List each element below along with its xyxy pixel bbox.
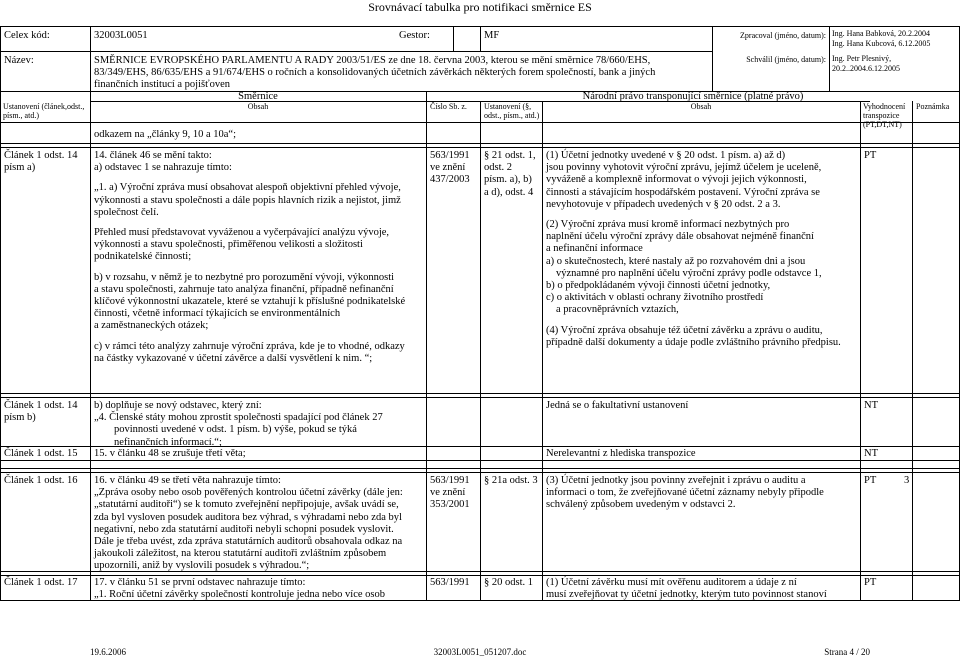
row-1-obsah: 14. článek 46 se mění takto: a) odstavec 1 se nahrazuje tímto: „1. a) Výroční zpráva musí obsahovat alespoň objektivní přehled vývoje, výkonnosti a stavu společnosti a dále popis hlavních rizik a nejistot, jimž společnost čelí. Přehled musí představovat vyváženou a vyčerpávající analýzu vývoje, výkonnosti a stavu společnosti, přiměřenou velikosti a složitosti podnikatelské činnosti; b) v rozsahu, v němž je to nezbytné pro porozumění vývoji, výkonnosti a stavu společnosti, zahrnuje tato analýza finanční, případně nefinanční klíčové výkonnostní ukazatele, které se vztahují k příslušné podnikatelské činnosti, včetně informací týkajících se environmentálních a zaměstnaneckých otázek; c) v rámci této analýzy zahrnuje výroční zpráva, kde je to vhodné, odkazy na částky vykazované v účetní závěrce a další vysvětlení k nim. “;	[94, 150, 406, 364]
zpracoval-value: Ing. Hana Kubcová, 6.12.2005	[832, 39, 931, 48]
nazev-label: Název:	[4, 55, 34, 66]
row-5-vyhodnoceni: PT	[864, 577, 877, 588]
nazev-line: 83/349/EHS, 86/635/EHS a 91/674/EHS o ročních a konsolidovaných účetních závěrkách některých forem společností, bank a jiných	[94, 67, 656, 78]
footer-page: Strana 4 / 20	[824, 647, 870, 657]
col-header-ustanoveni: písm., atd.)	[3, 111, 39, 120]
col-header-ustanoveni-n: Ustanovení (§,	[484, 102, 532, 111]
row-1-cislo: 563/1991 ve znění 437/2003	[430, 150, 470, 186]
zpracoval-label: Zpracoval (jméno, datum):	[740, 31, 826, 40]
row-1-ustanoveni: Článek 1 odst. 14 písm a)	[4, 150, 78, 174]
celex-label: Celex kód:	[4, 30, 50, 41]
grid-line	[480, 101, 481, 600]
col-header-ustanoveni: Ustanovení (článek,odst.,	[3, 102, 85, 111]
row-5-cislo: 563/1991	[430, 577, 470, 588]
schvalil-value: 20.2..2004.6.12.2005	[832, 64, 900, 73]
schvalil-label: Schválil (jméno, datum):	[746, 55, 826, 64]
col-header-obsah: Obsah	[247, 102, 269, 111]
row-1-obsah-n: (1) Účetní jednotky uvedené v § 20 odst. 1 písm. a) až d) jsou povinny vyhotovit výroční zprávu, jejímž účelem je uceleně, vyváženě a komplexně informovat o vývoji jejich výkonnosti, činnosti a stávajícím hospodářském postavení. Výroční zpráva se nevyhotovuje v případech uvedených v § 20 odst. 2 a 3. (2) Výroční zpráva musí kromě informací nezbytných pro naplnění účelu výroční zprávy dále obsahovat nejméně finanční a nefinanční informace a) o skutečnostech, které nastaly až po rozvahovém dni a jsou významné pro naplnění účelu výroční zprávy podle odstavce 1, b) o předpokládaném vývoji činnosti účetní jednotky, c) o aktivitách v oblasti ochrany životního prostředí a pracovněprávních vztazích, (4) Výroční zpráva obsahuje též účetní závěrku a zprávu o auditu, případně další dokumenty a údaje podle zvláštního právního předpisu.	[546, 150, 841, 348]
row-4-ustanoveni: Článek 1 odst. 16	[4, 475, 78, 486]
col-header-obsah-n: Obsah	[690, 102, 712, 111]
gestor-label: Gestor:	[399, 30, 430, 41]
footer-file: 32003L0051_051207.doc	[433, 647, 527, 657]
grid-line	[912, 101, 913, 600]
row-4-ustanoveni-n: § 21a odst. 3	[484, 475, 538, 486]
row-4-vyhodnoceni: PT	[864, 475, 877, 486]
col-header-poznamka: Poznámka	[916, 102, 950, 111]
row-5-obsah: 17. v článku 51 se první odstavec nahrazuje tímto: „1. Roční účetní závěrky společností kontroluje jedna nebo více osob	[94, 577, 386, 601]
zpracoval-value: Ing. Hana Babková, 20.2.2004	[832, 29, 930, 38]
footer-date: 19.6.2006	[90, 647, 126, 657]
celex-value: 32003L0051	[94, 30, 148, 41]
row-2-obsah: b) doplňuje se nový odstavec, který zní: „4. Členské státy mohou zprostit společnosti spadající pod článek 27 povinnosti uvedené v odst. 1 písm. b) výše, pokud se týká nefinančních informací.“;	[94, 400, 383, 448]
row-5-ustanoveni-n: § 20 odst. 1	[484, 577, 534, 588]
grid-line	[480, 26, 481, 51]
row-5-ustanoveni: Článek 1 odst. 17	[4, 577, 78, 588]
row-1-vyhodnoceni: PT	[864, 150, 877, 161]
row-2-ustanoveni: Článek 1 odst. 14 písm b)	[4, 400, 78, 424]
row-4-obsah-n: (3) Účetní jednotky jsou povinny zveřejnit i zprávu o auditu a informaci o tom, že zveřejňované účetní záznamy nebyly připodle schválený způsobem uvedeným v odstavci 2.	[546, 475, 824, 511]
col-header-vyhodnoceni: (PT,DT,NT)	[863, 120, 902, 129]
row-1-ustanoveni-n: § 21 odst. 1, odst. 2 písm. a), b) a d), odst. 4	[484, 150, 536, 198]
page-title: Srovnávací tabulka pro notifikaci směrnice ES	[368, 0, 592, 14]
row-5-obsah-n: (1) Účetní závěrku musí mít ověřenu auditorem a údaje z ní musí zveřejňovat ty účetní jednotky, kterým tuto povinnost stanoví	[546, 577, 827, 601]
grid-line	[0, 26, 1, 600]
row-4-obsah: 16. v článku 49 se třetí věta nahrazuje tímto: „Zpráva osoby nebo osob pověřených kontrolou účetní závěrky (dále jen: „statutární auditoři“) se k tomuto zveřejnění nepřipojuje, avšak uvádí se, zda byl vysloven posudek auditora bez výhrad, s výhradami nebo zda byl negativní, nebo zda statutární auditoři nebyli schopni posudek vyslovit. Dále je třeba uvést, zda zpráva statutárních auditorů obsahovala odkaz na jakoukoli záležitost, na kterou statutární auditoři zvláštním způsobem upozornili, aniž by vyslovili posudek s výhradou.“;	[94, 475, 403, 572]
narodni-header: Národní právo transponující směrnice (platné právo)	[582, 91, 804, 102]
row-4-cislo: 563/1991 ve znění 353/2001	[430, 475, 470, 511]
row-3-vyhodnoceni: NT	[864, 448, 878, 459]
col-header-ustanoveni-n: odst., písm., atd.)	[484, 111, 540, 120]
row-3-ustanoveni: Článek 1 odst. 15	[4, 448, 78, 459]
nazev-line: SMĚRNICE EVROPSKÉHO PARLAMENTU A RADY 2003/51/ES ze dne 18. června 2003, kterou se mění směrnice 78/660/EHS,	[94, 55, 651, 66]
row-4-poznamka: 3	[904, 475, 910, 486]
smernice-header: Směrnice	[238, 91, 278, 102]
row-2-vyhodnoceni: NT	[864, 400, 878, 411]
carry-over-text: odkazem na „články 9, 10 a 10a“;	[94, 129, 236, 140]
col-header-vyhodnoceni: transpozice	[863, 111, 900, 120]
row-2-obsah-n: Jedná se o fakultativní ustanovení	[546, 400, 689, 411]
col-header-vyhodnoceni: Vyhodnocení	[863, 102, 906, 111]
gestor-value: MF	[484, 30, 500, 41]
grid-line	[542, 101, 543, 600]
grid-line	[426, 91, 427, 600]
nazev-line: finančních institucí a pojišťoven	[94, 79, 230, 90]
grid-line	[453, 26, 454, 51]
row-3-obsah-n: Nerelevantní z hlediska transpozice	[546, 448, 696, 459]
grid-line	[0, 51, 712, 52]
grid-line	[90, 26, 91, 600]
row-3-obsah: 15. v článku 48 se zrušuje třetí věta;	[94, 448, 246, 459]
schvalil-value: Ing. Petr Plesnivý,	[832, 54, 892, 63]
col-header-cislo: Číslo Sb. z.	[430, 102, 467, 111]
grid-line	[829, 26, 830, 91]
grid-line	[860, 101, 861, 600]
